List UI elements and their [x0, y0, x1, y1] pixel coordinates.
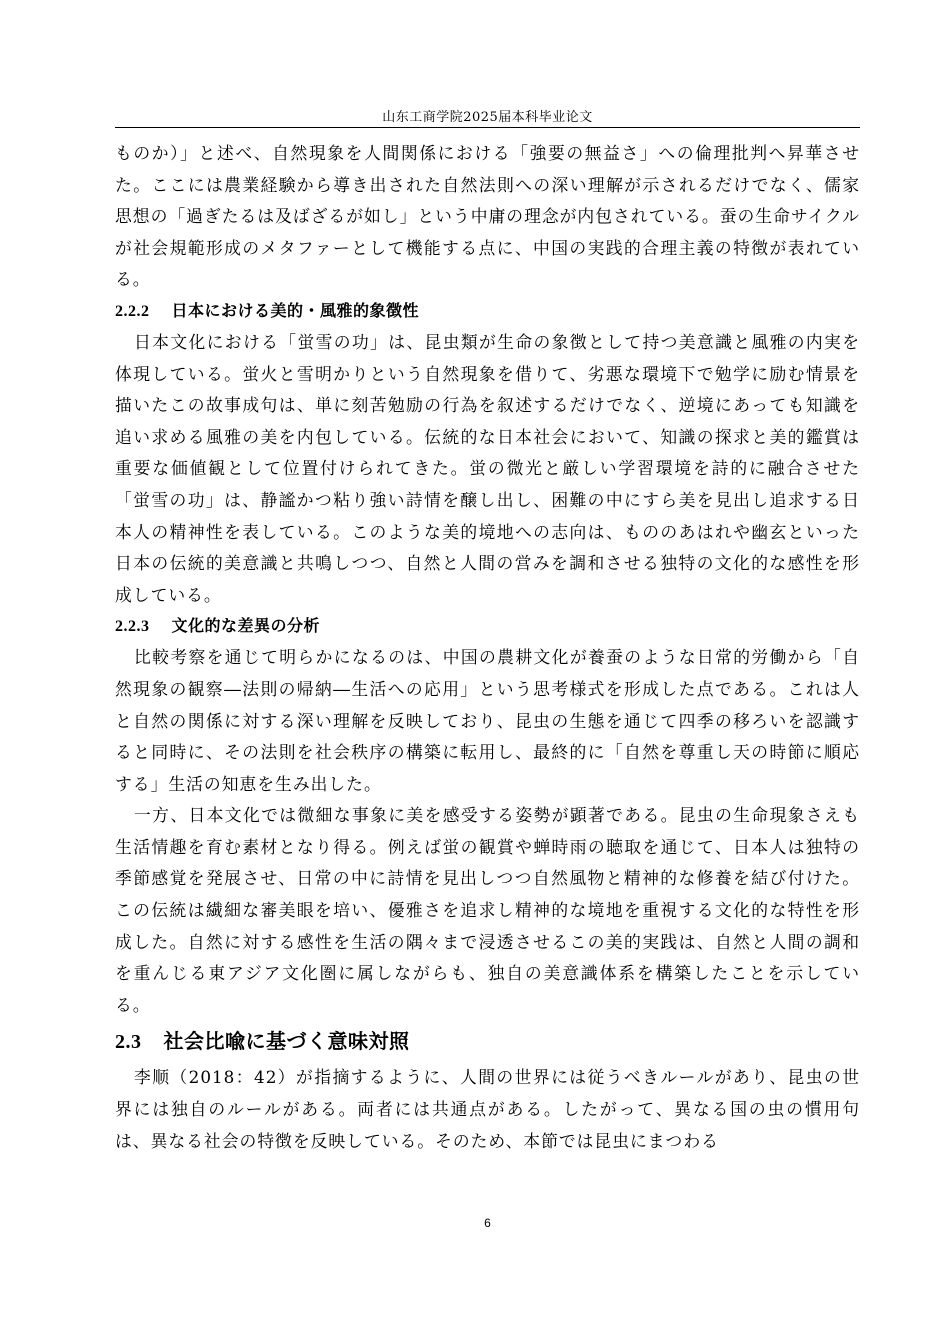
page-number: 6: [484, 1216, 491, 1230]
section-number: 2.3: [115, 1031, 142, 1054]
section-heading-2-2-2: [115, 296, 860, 327]
body-paragraph: 李顺（2018：42）が指摘するように、人間の世界には従うべきルールがあり、昆虫の世界には独自のルールがある。両者には共通点がある。したがって、異なる国の虫の慣用句は、異なる社会の特徴を反映している。そのため、本節では昆虫にまつわる: [115, 1067, 860, 1151]
section-heading-2-2-3: [115, 611, 860, 642]
section-heading-2-3: [115, 1021, 860, 1062]
body-paragraph: ものか）」と述べ、自然現象を人間関係における「強要の無益さ」への倫理批判へ昇華させた。ここには農業経験から導き出された自然法則への深い理解が示されるだけでなく、儒家思想の「過ぎたるは及ばざるが如し」という中庸の理念が内包されている。蚕の生命サイクルが社会規範形成のメタファーとして機能する点に、中国の実践的合理主義の特徴が表れている。: [115, 143, 860, 290]
page-body: [115, 138, 860, 1157]
section-number: 2.2.3: [115, 618, 150, 636]
section-title: 日本における美的・風雅的象徴性: [171, 300, 420, 320]
header-divider: [115, 127, 860, 128]
body-paragraph: 一方、日本文化では微細な事象に美を感受する姿勢が顕著である。昆虫の生命現象さえも生活情趣を育む素材となり得る。例えば蛍の観賞や蝉時雨の聴取を通じて、日本人は独特の季節感覚を発展させ、日常の中に詩情を見出しつつ自然風物と精神的な修養を結び付けた。この伝統は繊細な審美眼を培い、優雅さを追求し精神的な境地を重視する文化的な特性を形成した。自然に対する感性を生活の隅々まで浸透させるこの美的実践は、自然と人間の調和を重んじる東アジア文化圏に属しながらも、独自の美意識体系を構築したことを示している。: [115, 805, 860, 1015]
body-paragraph: 比較考察を通じて明らかになるのは、中国の農耕文化が養蚕のような日常的労働から「自然現象の観察―法則の帰納―生活への応用」という思考様式を形成した点である。これは人と自然の関係に対する深い理解を反映しており、昆虫の生態を通じて四季の移ろいを認識すると同時に、その法則を社会秩序の構築に転用し、最終的に「自然を尊重し天の時節に順応する」生活の知恵を生み出した。: [115, 647, 860, 794]
section-number: 2.2.2: [115, 302, 150, 320]
section-title: 文化的な差異の分析: [171, 616, 321, 636]
body-paragraph: 日本文化における「蛍雪の功」は、昆虫類が生命の象徴として持つ美意識と風雅の内実を体現している。蛍火と雪明かりという自然現象を借りて、劣悪な環境下で勉学に励む情景を描いたこの故事成句は、単に刻苦勉励の行為を叙述するだけでなく、逆境にあっても知識を追い求める風雅の美を内包している。伝統的な日本社会において、知識の探求と美的鑑賞は重要な価値観として位置付けられてきた。蛍の微光と厳しい学習環境を詩的に融合させた「蛍雪の功」は、静謐かつ粘り強い詩情を醸し出し、困難の中にすら美を見出し追求する日本人の精神性を表している。このような美的境地への志向は、もののあはれや幽玄といった日本の伝統的美意識と共鳴しつつ、自然と人間の営みを調和させる独特の文化的な感性を形成している。: [115, 331, 860, 605]
section-title: 社会比喩に基づく意味対照: [163, 1029, 410, 1054]
running-header: 山东工商学院2025届本科毕业论文: [382, 110, 593, 125]
